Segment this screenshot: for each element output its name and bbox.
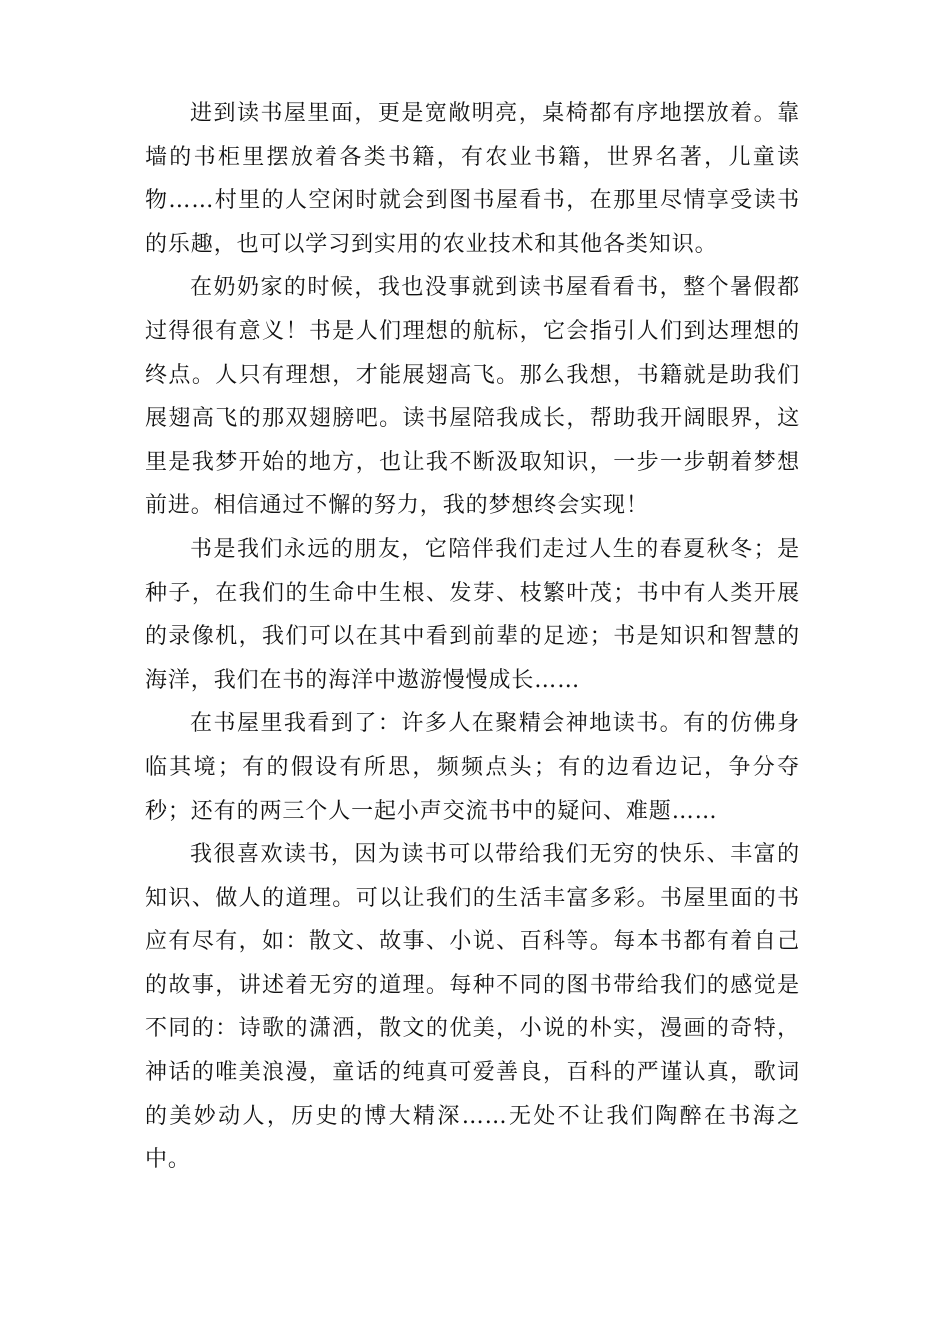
document-body	[145, 92, 800, 1182]
paragraph-grandma-house: 在奶奶家的时候，我也没事就到读书屋看看书，整个暑假都过得很有意义！书是人们理想的航标，它会指引人们到达理想的终点。人只有理想，才能展翅高飞。那么我想，书籍就是助我们展翅高飞的那双翅膀吧。读书屋陪我成长，帮助我开阔眼界，这里是我梦开始的地方，也让我不断汲取知识，一步一步朝着梦想前进。相信通过不懈的努力，我的梦想终会实现！	[145, 275, 800, 519]
paragraph-books-friends: 书是我们永远的朋友，它陪伴我们走过人生的春夏秋冬；是种子，在我们的生命中生根、发芽、枝繁叶茂；书中有人类开展的录像机，我们可以在其中看到前辈的足迹；书是知识和智慧的海洋，我们在书的海洋中遨游慢慢成长……	[145, 536, 800, 693]
paragraph-reading-room: 进到读书屋里面，更是宽敞明亮，桌椅都有序地摆放着。靠墙的书柜里摆放着各类书籍，有农业书籍，世界名著，儿童读物……村里的人空闲时就会到图书屋看书，在那里尽情享受读书的乐趣，也可以学习到实用的农业技术和其他各类知识。	[145, 101, 800, 257]
paragraph-people-reading: 在书屋里我看到了：许多人在聚精会神地读书。有的仿佛身临其境；有的假设有所思，频频点头；有的边看边记，争分夺秒；还有的两三个人一起小声交流书中的疑问、难题……	[145, 711, 800, 824]
paragraph-love-reading: 我很喜欢读书，因为读书可以带给我们无穷的快乐、丰富的知识、做人的道理。可以让我们的生活丰富多彩。书屋里面的书应有尽有，如：散文、故事、小说、百科等。每本书都有着自己的故事，讲述着无穷的道理。每种不同的图书带给我们的感觉是不同的：诗歌的潇洒，散文的优美，小说的朴实，漫画的奇特，神话的唯美浪漫，童话的纯真可爱善良，百科的严谨认真，歌词的美妙动人，历史的博大精深……无处不让我们陶醉在书海之中。	[145, 842, 800, 1173]
